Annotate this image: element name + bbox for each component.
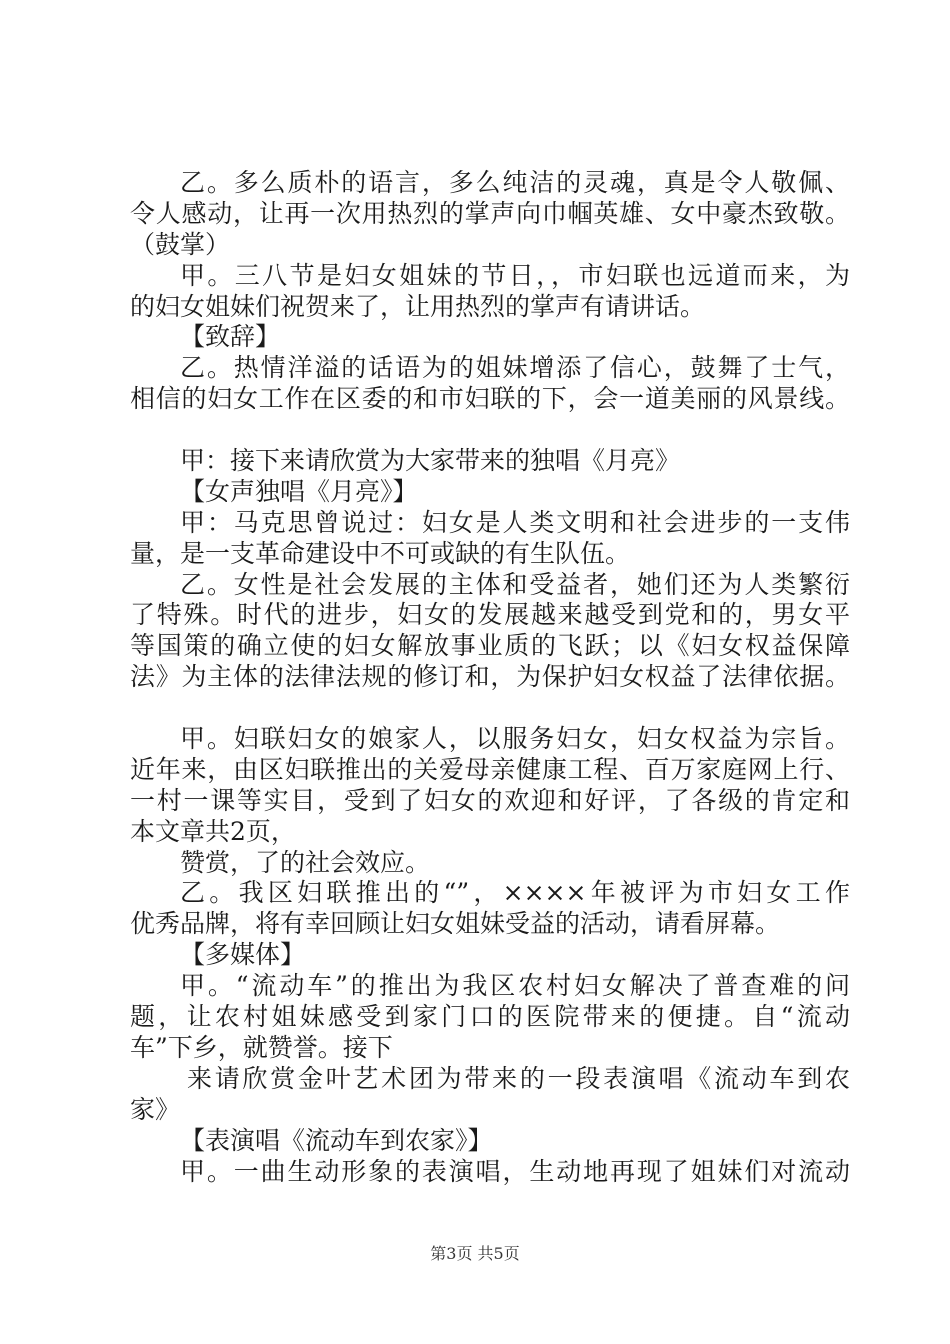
text-line: 法》为主体的法律法规的修订和，为保护妇女权益了法律依据。: [130, 662, 850, 692]
section-heading: 【多媒体】: [180, 940, 306, 970]
text-line: 了特殊。时代的进步，妇女的发展越来越受到党和的，男女平: [130, 600, 850, 630]
text-line: 近年来，由区妇联推出的关爱母亲健康工程、百万家庭网上行、: [130, 754, 850, 784]
text-line: 一村一课等实目，受到了妇女的欢迎和好评，了各级的肯定和: [130, 785, 850, 815]
text-line: 甲：马克思曾说过：妇女是人类文明和社会进步的一支伟: [180, 507, 850, 537]
section-heading: 【女声独唱《月亮》】: [180, 476, 418, 506]
text-line: 来请欣赏金叶艺术团为带来的一段表演唱《流动车到农: [187, 1063, 850, 1093]
text-line: 甲。一曲生动形象的表演唱，生动地再现了姐妹们对流动: [180, 1156, 850, 1186]
blank-line: [130, 693, 850, 724]
blank-line: [130, 415, 850, 446]
text-line: 甲。妇联妇女的娘家人，以服务妇女，妇女权益为宗旨。: [180, 724, 850, 754]
text-line: 车”下乡，就赞誉。接下: [130, 1032, 393, 1062]
text-line: 乙。热情洋溢的话语为的姐妹增添了信心，鼓舞了士气，: [180, 353, 850, 383]
text-line: 令人感动，让再一次用热烈的掌声向巾帼英雄、女中豪杰致敬。: [130, 198, 850, 228]
text-line: 乙。女性是社会发展的主体和受益者，她们还为人类繁衍: [180, 569, 850, 599]
section-heading: 【致辞】: [180, 322, 281, 352]
text-line: 等国策的确立使的妇女解放事业质的飞跃；以《妇女权益保障: [130, 631, 850, 661]
text-line: 乙。多么质朴的语言，多么纯洁的灵魂，真是令人敬佩、: [180, 168, 850, 197]
text-line: 量，是一支革命建设中不可或缺的有生队伍。: [130, 538, 631, 568]
text-line: 优秀品牌，将有幸回顾让妇女姐妹受益的活动，请看屏幕。: [130, 909, 781, 939]
text-line: 乙。我区妇联推出的“”，××××年被评为市妇女工作: [180, 878, 850, 908]
text-line: 甲。三八节是妇女姐妹的节日，，市妇联也远道而来，为: [180, 260, 850, 290]
text-line: （鼓掌）: [130, 229, 231, 259]
text-line: 甲。“流动车”的推出为我区农村妇女解决了普查难的问: [180, 971, 850, 1001]
text-line: 家》: [130, 1094, 181, 1124]
text-line: 甲：接下来请欣赏为大家带来的独唱《月亮》: [180, 446, 681, 476]
text-line: 赞赏，了的社会效应。: [180, 847, 431, 877]
page-footer: 第3页 共5页: [430, 1244, 520, 1263]
text-line: 题，让农村姐妹感受到家门口的医院带来的便捷。自“流动: [130, 1002, 850, 1032]
document-body: [130, 168, 850, 1187]
text-line: 的妇女姐妹们祝贺来了，让用热烈的掌声有请讲话。: [130, 291, 706, 321]
page-count-note: 本文章共2页，: [130, 816, 296, 846]
text-line: 相信的妇女工作在区委的和市妇联的下，会一道美丽的风景线。: [130, 384, 850, 414]
section-heading: 【表演唱《流动车到农家》】: [180, 1125, 493, 1155]
